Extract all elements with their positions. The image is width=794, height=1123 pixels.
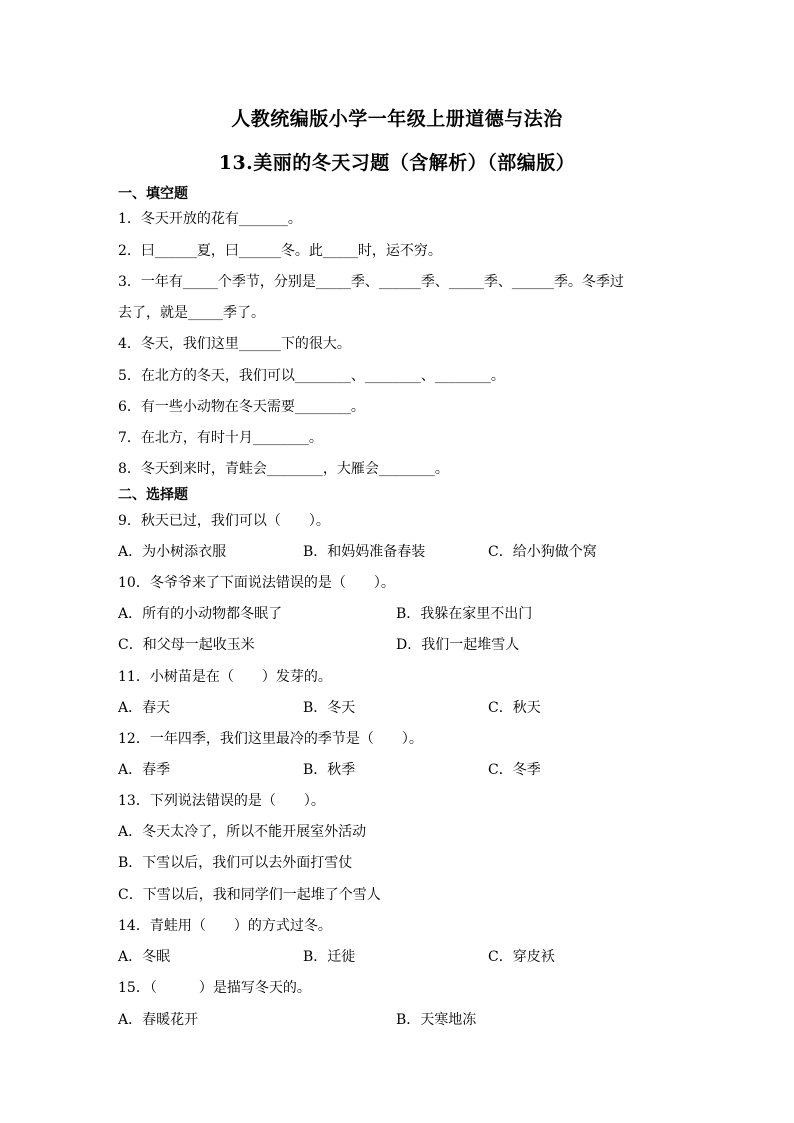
question-3-continued: 去了，就是_____季了。	[118, 305, 265, 321]
question-5: 5．在北方的冬天，我们可以________、________、________。	[118, 368, 505, 384]
question-2: 2．曰______夏，曰______冬。此_____时，运不穷。	[118, 243, 442, 259]
option-12b: B．秋季	[303, 762, 356, 778]
option-11c: C．秋天	[488, 700, 541, 716]
option-10a: A．所有的小动物都冬眠了	[118, 606, 283, 622]
option-14b: B．迁徙	[303, 949, 356, 965]
option-12c: C．冬季	[488, 762, 541, 778]
option-14c: C．穿皮袄	[488, 949, 555, 965]
option-9c: C．给小狗做个窝	[488, 544, 597, 560]
option-10d: D．我们一起堆雪人	[396, 637, 520, 653]
question-1: 1．冬天开放的花有_______。	[118, 211, 302, 227]
question-15: 15．（ ）是描写冬天的。	[118, 980, 311, 996]
option-9a: A．为小树添衣服	[118, 544, 227, 560]
document-subtitle: 13.美丽的冬天习题（含解析）（部编版）	[218, 152, 576, 174]
question-3: 3．一年有_____个季节，分别是_____季、______季、_____季、______季。冬季过	[118, 274, 624, 290]
question-13: 13．下列说法错误的是（ ）。	[118, 793, 325, 809]
question-9: 9．秋天已过，我们可以（ ）。	[118, 513, 330, 529]
option-15a: A．春暖花开	[118, 1012, 199, 1028]
option-12a: A．春季	[118, 762, 171, 778]
question-14: 14．青蛙用（ ）的方式过冬。	[118, 918, 332, 934]
question-12: 12．一年四季，我们这里最冷的季节是（ ）。	[118, 731, 423, 747]
section-heading-choice: 二、选择题	[118, 487, 188, 503]
option-14a: A．冬眠	[118, 949, 171, 965]
question-11: 11．小树苗是在（ ）发芽的。	[118, 669, 332, 685]
option-13b: B．下雪以后，我们可以去外面打雪仗	[118, 855, 353, 871]
option-11a: A．春天	[118, 700, 171, 716]
document-title: 人教统编版小学一年级上册道德与法治	[231, 108, 563, 130]
option-10c: C．和父母一起收玉米	[118, 637, 255, 653]
question-7: 7．在北方，有时十月________。	[118, 430, 323, 446]
option-10b: B．我躲在家里不出门	[396, 606, 533, 622]
question-8: 8．冬天到来时，青蛙会________，大雁会________。	[118, 461, 449, 477]
question-6: 6．有一些小动物在冬天需要________。	[118, 399, 365, 415]
option-13c: C．下雪以后，我和同学们一起堆了个雪人	[118, 887, 381, 903]
option-15b: B．天寒地冻	[396, 1012, 477, 1028]
option-9b: B．和妈妈准备春装	[303, 544, 426, 560]
question-4: 4．冬天，我们这里______下的很大。	[118, 336, 351, 352]
option-13a: A．冬天太冷了，所以不能开展室外活动	[118, 824, 367, 840]
question-10: 10．冬爷爷来了下面说法错误的是（ ）。	[118, 575, 395, 591]
section-heading-fill: 一、填空题	[118, 186, 188, 202]
option-11b: B．冬天	[303, 700, 356, 716]
